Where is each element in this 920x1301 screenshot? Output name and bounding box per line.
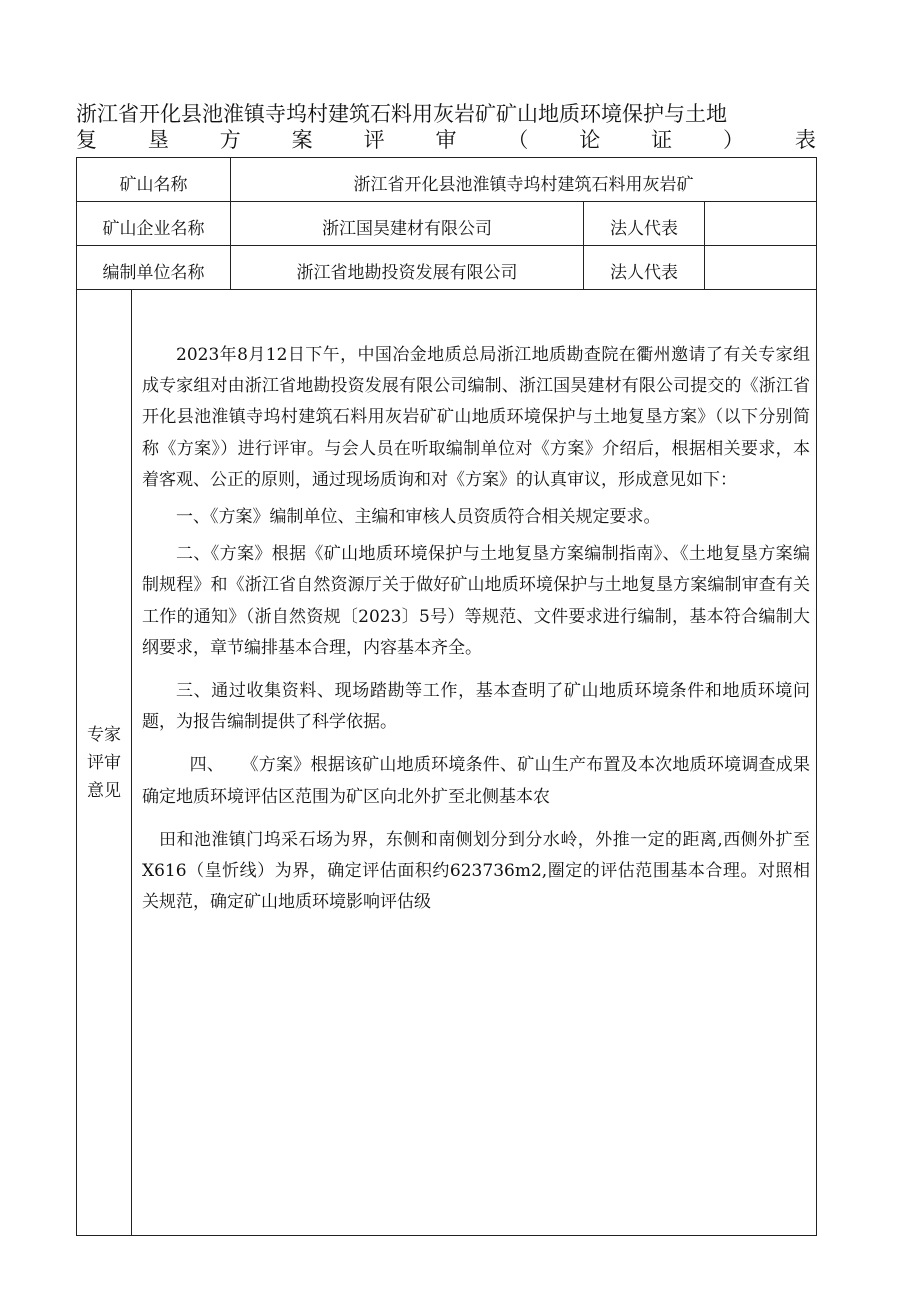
- document-title-line1: 浙江省开化县池淮镇寺坞村建筑石料用灰岩矿矿山地质环境保护与土地: [76, 102, 727, 126]
- company-rep-value: [705, 202, 817, 246]
- title-char: 复: [76, 128, 97, 152]
- opinion-item-4-continued: 田和池淮镇门坞采石场为界，东侧和南侧划分到分水岭，外推一定的距离,西侧外扩至X616（皇忻线）为界，确定评估面积约623736m2,圈定的评估范围基本合理。对照相关规范，确定矿山地质环境影响评估级: [142, 829, 811, 913]
- title-char: 方: [219, 128, 241, 152]
- mine-name-row: [77, 158, 817, 202]
- title-char: （: [507, 128, 529, 152]
- company-label: 矿山企业名称: [77, 202, 231, 246]
- opinion-label-line: 专家: [87, 724, 121, 745]
- company-rep-label: 法人代表: [584, 202, 705, 246]
- document-title-line2: [76, 127, 816, 153]
- opinion-label-line: 意见: [87, 780, 121, 801]
- review-table: [76, 157, 817, 1236]
- opinion-item-1: 一、《方案》编制单位、主编和审核人员资质符合相关规定要求。: [176, 507, 661, 528]
- opinion-intro: 2023年8月12日下午，中国冶金地质总局浙江地质勘查院在衢州邀请了有关专家组成专家组对由浙江省地勘投资发展有限公司编制、浙江国昊建材有限公司提交的《浙江省开化县池淮镇寺坞村建筑石料用灰岩矿矿山地质环境保护与土地复垦方案》（以下分别简称《方案》）进行评审。与会人员在听取编制单位对《方案》介绍后，根据相关要求，本着客观、公正的原则，通过现场质询和对《方案》的认真审议，形成意见如下：: [142, 345, 811, 490]
- company-value: 浙江国昊建材有限公司: [231, 202, 584, 246]
- title-char: 垦: [147, 128, 169, 152]
- compiler-rep-value: [705, 246, 817, 290]
- opinion-label: [77, 290, 132, 1236]
- opinion-item-2: 二、《方案》根据《矿山地质环境保护与土地复垦方案编制指南》、《土地复垦方案编制规程》和《浙江省自然资源厅关于做好矿山地质环境保护与土地复垦方案编制审查有关工作的通知》（浙自然资规〔2023〕5号）等规范、文件要求进行编制，基本符合编制大纲要求，章节编排基本合理，内容基本齐全。: [142, 544, 811, 658]
- title-char: 表: [794, 128, 816, 152]
- mine-name-label: 矿山名称: [77, 158, 231, 202]
- company-row: [77, 202, 817, 246]
- compiler-label: 编制单位名称: [77, 246, 231, 290]
- compiler-value: 浙江省地勘投资发展有限公司: [231, 246, 584, 290]
- opinion-row: [77, 290, 817, 1236]
- opinion-label-line: 评审: [87, 752, 121, 773]
- title-char: 评: [363, 128, 385, 152]
- title-char: ）: [723, 128, 745, 152]
- title-char: 审: [435, 128, 457, 152]
- title-char: 论: [579, 128, 601, 152]
- title-char: 案: [291, 128, 313, 152]
- mine-name-value: 浙江省开化县池淮镇寺坞村建筑石料用灰岩矿: [231, 158, 817, 202]
- title-char: 证: [651, 128, 673, 152]
- opinion-item-4: 四、 《方案》根据该矿山地质环境条件、矿山生产布置及本次地质环境调查成果确定地质环境评估区范围为矿区向北外扩至北侧基本农: [142, 755, 811, 807]
- opinion-body: [132, 290, 817, 1236]
- compiler-rep-label: 法人代表: [584, 246, 705, 290]
- compiler-row: [77, 246, 817, 290]
- opinion-item-3: 三、通过收集资料、现场踏勘等工作，基本查明了矿山地质环境条件和地质环境问题，为报告编制提供了科学依据。: [142, 681, 811, 733]
